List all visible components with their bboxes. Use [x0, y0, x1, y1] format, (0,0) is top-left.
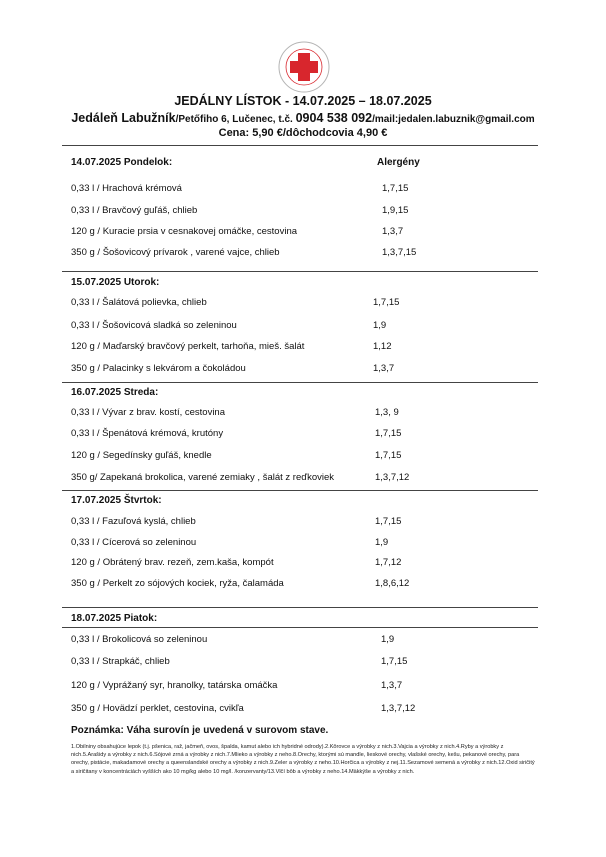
dish-allergens: 1,3,7 [381, 680, 403, 691]
divider [62, 607, 538, 608]
dish-item: 0,33 l / Špenátová krémová, krutóny [71, 428, 224, 439]
dish-allergens: 1,8,6,12 [375, 578, 410, 589]
day-heading: 17.07.2025 Štvrtok: [71, 495, 162, 506]
canteen-mail: /mail:jedalen.labuznik@gmail.com [372, 114, 535, 125]
canteen-phone: 0904 538 092 [295, 111, 373, 125]
day-heading: 15.07.2025 Utorok: [71, 277, 160, 288]
dish-item: 120 g / Obrátený brav. rezeň, zem.kaša, kompót [71, 557, 274, 568]
dish-item: 350 g/ Zapekaná brokolica, varené zemiaky , šalát z reďkoviek [71, 472, 334, 483]
dish-item: 0,33 l / Brokolicová so zeleninou [71, 634, 208, 645]
dish-item: 350 g / Perkelt zo sójových kociek, ryža, čalamáda [71, 578, 284, 589]
note: Poznámka: Váha surovín je uvedená v surovom stave. [71, 725, 329, 736]
dish-item: 120 g / Kuracie prsia v cesnakovej omáčke, cestovina [71, 226, 298, 237]
dish-item: 0,33 l / Šošovicová sladká so zeleninou [71, 320, 237, 331]
dish-item: 350 g / Palacinky s lekvárom a čokoládou [71, 363, 246, 374]
dish-allergens: 1,3, 9 [375, 407, 399, 418]
dish-allergens: 1,7,15 [381, 656, 408, 667]
dish-item: 0,33 l / Fazuľová kyslá, chlieb [71, 516, 196, 527]
dish-allergens: 1,9 [373, 320, 387, 331]
canteen-info [0, 111, 606, 125]
price-line: Cena: 5,90 €/dôchodcovia 4,90 € [218, 127, 388, 139]
day-heading: 18.07.2025 Piatok: [71, 613, 158, 624]
dish-item: 350 g / Hovädzí perklet, cestovina, cvikľa [71, 703, 244, 714]
dish-item: 0,33 l / Cícerová so zeleninou [71, 537, 197, 548]
dish-allergens: 1,7,15 [382, 183, 409, 194]
divider [62, 382, 538, 383]
divider [62, 627, 538, 628]
dish-allergens: 1,3,7,12 [375, 472, 410, 483]
dish-allergens: 1,12 [373, 341, 392, 352]
dish-allergens: 1,7,15 [375, 516, 402, 527]
dish-item: 0,33 l / Vývar z brav. kostí, cestovina [71, 407, 225, 418]
dish-allergens: 1,7,12 [375, 557, 402, 568]
dish-item: 120 g / Maďarský bravčový perkelt, tarhoňa, mieš. šalát [71, 341, 305, 352]
dish-allergens: 1,3,7 [382, 226, 404, 237]
menu-title: JEDÁLNY LÍSTOK - 14.07.2025 – 18.07.2025 [174, 94, 432, 108]
red-cross-logo [278, 41, 330, 93]
dish-allergens: 1,7,15 [373, 297, 400, 308]
allergens-title: Alergény [377, 157, 420, 168]
dish-item: 120 g / Segedínsky guľáš, knedle [71, 450, 212, 461]
dish-allergens: 1,9,15 [382, 205, 409, 216]
dish-allergens: 1,9 [381, 634, 395, 645]
dish-item: 0,33 l / Strapkáč, chlieb [71, 656, 170, 667]
dish-allergens: 1,9 [375, 537, 389, 548]
canteen-address: /Petőfiho 6, Lučenec, t.č. [175, 114, 296, 125]
day-heading: 16.07.2025 Streda: [71, 387, 159, 398]
dish-item: 0,33 l / Bravčový guľáš, chlieb [71, 205, 198, 216]
dish-item: 120 g / Vyprážaný syr, hranolky, tatárska omáčka [71, 680, 278, 691]
divider [62, 271, 538, 272]
dish-item: 350 g / Šošovicový prívarok , varené vajce, chlieb [71, 247, 280, 258]
dish-allergens: 1,7,15 [375, 428, 402, 439]
dish-item: 0,33 l / Šalátová polievka, chlieb [71, 297, 207, 308]
canteen-name: Jedáleň Labužník [71, 111, 176, 125]
divider [62, 145, 538, 146]
divider [62, 490, 538, 491]
dish-allergens: 1,3,7 [373, 363, 395, 374]
dish-item: 0,33 l / Hrachová krémová [71, 183, 182, 194]
dish-allergens: 1,3,7,12 [381, 703, 416, 714]
dish-allergens: 1,7,15 [375, 450, 402, 461]
day-heading: 14.07.2025 Pondelok: [71, 157, 173, 168]
allergen-footnote: 1.Obilniny obsahujúce lepok (t.j. pšenica, raž, jačmeň, ovos, špalda, kamut alebo ich hybridné odrody).2.Kôrovce a výrobky z nich.3.Vajcia a výrobky z nich.4.Ryby a výrobky z nich.5.Arašidy a výrobky z nich.6.Sójové zrná a výrobky z nich.7.Mlieko a výrobky z neho.8.Orechy, ktorými sú mandle, lieskové orechy, vlašské orechy, kešu, pekanové orechy, para orechy, pistácie, makadamové orechy a queenslandské orechy a výrobky z nich.9.Zeler a výrobky z neho.10.Horčica a výrobky z nej.11.Sezamové semená a výrobky z nich.12.Oxid siričitý a siričitany v koncentráciách vyšších ako 10 mg/kg alebo 10 mg/l. /konzervanty/13.Vlčí bôb a výrobky z neho.14.Mäkkýše a výrobky z nich. [71, 744, 535, 775]
dish-allergens: 1,3,7,15 [382, 247, 417, 258]
